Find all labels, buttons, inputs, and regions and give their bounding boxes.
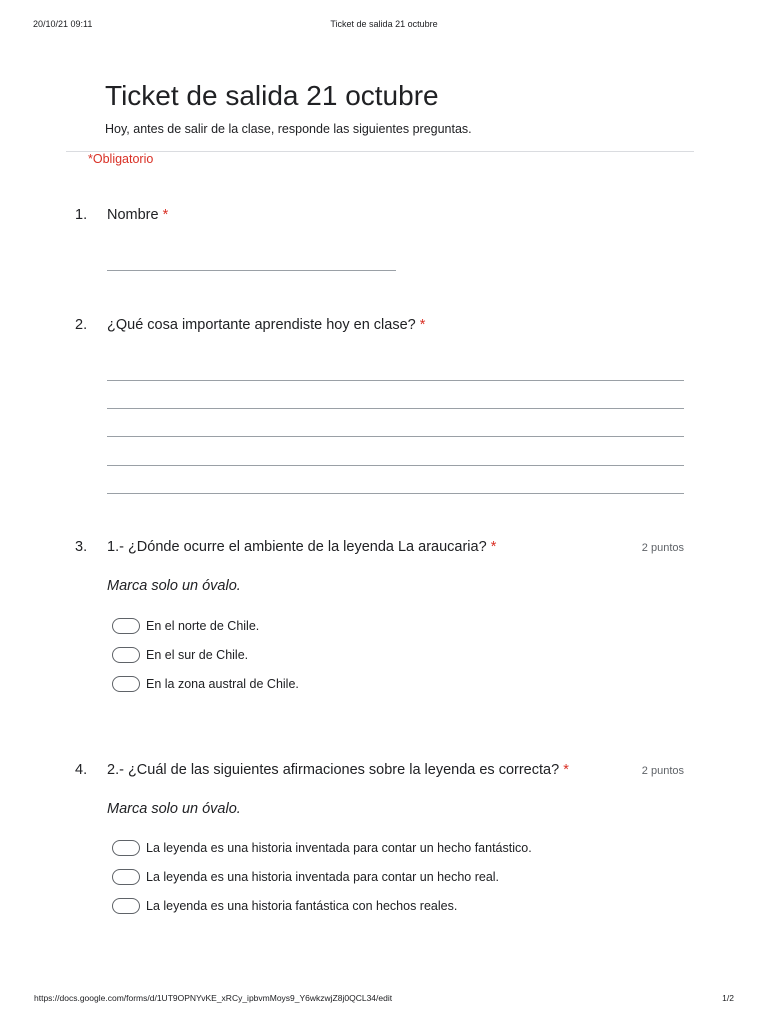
print-date: 20/10/21 09:11 — [33, 19, 93, 29]
option-label: La leyenda es una historia inventada para contar un hecho fantástico. — [146, 841, 532, 855]
required-marker: * — [490, 539, 497, 555]
option-label: En el sur de Chile. — [146, 648, 249, 662]
required-note: *Obligatorio — [88, 152, 154, 166]
option-label: La leyenda es una historia inventada para contar un hecho real. — [146, 870, 500, 884]
question-number: 1. — [75, 207, 88, 223]
points-label: 2 puntos — [641, 765, 684, 777]
instruction-hint: Marca solo un óvalo. — [107, 801, 241, 817]
answer-line[interactable] — [107, 493, 684, 494]
points-label: 2 puntos — [641, 542, 684, 554]
form-description: Hoy, antes de salir de la clase, responde las siguientes preguntas. — [105, 122, 472, 136]
oval-icon[interactable] — [112, 869, 140, 885]
header-divider — [66, 151, 694, 152]
option-label: En la zona austral de Chile. — [146, 677, 299, 691]
radio-option[interactable] — [112, 646, 248, 664]
radio-option[interactable] — [112, 868, 499, 886]
answer-line[interactable] — [107, 436, 684, 437]
question-number: 4. — [75, 762, 88, 778]
question-title — [107, 317, 425, 333]
radio-option[interactable] — [112, 839, 532, 857]
question-title-text: 2.- ¿Cuál de las siguientes afirmaciones sobre la leyenda es correcta? — [107, 762, 560, 778]
answer-line[interactable] — [107, 465, 684, 466]
print-footer-url: https://docs.google.com/forms/d/1UT9OPNYvKE_xRCy_ipbvmMoys9_Y6wkzwjZ8j0QCL34/edit — [34, 993, 393, 1003]
oval-icon[interactable] — [112, 898, 140, 914]
oval-icon[interactable] — [112, 676, 140, 692]
required-marker: * — [419, 317, 426, 333]
required-marker: * — [563, 762, 569, 778]
answer-line[interactable] — [107, 380, 684, 381]
radio-option[interactable] — [112, 897, 457, 915]
form-title: Ticket de salida 21 octubre — [105, 80, 439, 111]
question-title — [107, 207, 168, 223]
question-number: 2. — [75, 317, 88, 333]
question-number: 3. — [75, 539, 88, 555]
instruction-hint: Marca solo un óvalo. — [107, 578, 241, 594]
question-title-text: 1.- ¿Dónde ocurre el ambiente de la leyenda La araucaria? — [107, 539, 487, 555]
option-label: En el norte de Chile. — [146, 619, 260, 633]
oval-icon[interactable] — [112, 840, 140, 856]
required-marker: * — [162, 207, 169, 223]
answer-line[interactable] — [107, 270, 396, 271]
question-title — [107, 539, 496, 555]
answer-line[interactable] — [107, 408, 684, 409]
question-title-text: Nombre — [107, 207, 159, 223]
oval-icon[interactable] — [112, 647, 140, 663]
print-header-title: Ticket de salida 21 octubre — [330, 19, 438, 29]
question-title — [107, 762, 569, 778]
question-title-text: ¿Qué cosa importante aprendiste hoy en clase? — [107, 317, 416, 333]
oval-icon[interactable] — [112, 618, 140, 634]
page-number: 1/2 — [722, 993, 734, 1003]
radio-option[interactable] — [112, 617, 259, 635]
option-label: La leyenda es una historia fantástica con hechos reales. — [146, 899, 458, 913]
radio-option[interactable] — [112, 675, 299, 693]
